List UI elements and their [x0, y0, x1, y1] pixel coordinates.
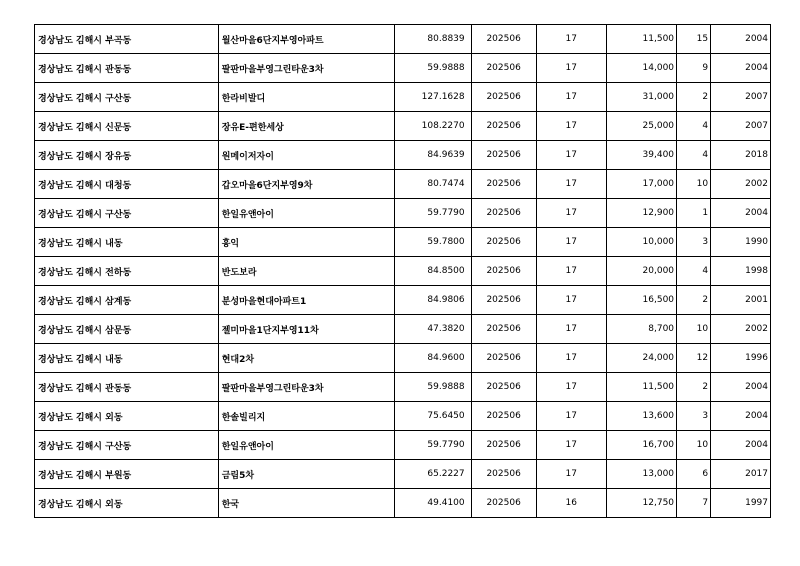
table-row [35, 460, 771, 489]
contract-day-cell[interactable]: 17 [536, 83, 606, 112]
area-cell[interactable]: 59.9888 [395, 373, 471, 402]
area-cell[interactable]: 108.2270 [395, 112, 471, 141]
floor-cell[interactable]: 10 [677, 170, 711, 199]
built-year-cell[interactable]: 2004 [711, 199, 771, 228]
address-cell[interactable]: 경상남도 김해시 관동동 [35, 54, 219, 83]
floor-cell[interactable]: 2 [677, 83, 711, 112]
contract-day-cell[interactable]: 16 [536, 489, 606, 518]
price-cell[interactable]: 25,000 [606, 112, 676, 141]
table-row [35, 141, 771, 170]
complex-name-cell[interactable]: 한일유앤아이 [218, 431, 395, 460]
floor-cell[interactable]: 4 [677, 141, 711, 170]
area-cell[interactable]: 84.9806 [395, 286, 471, 315]
complex-name-cell[interactable]: 장유E-편한세상 [218, 112, 395, 141]
table-body [35, 25, 771, 518]
address-cell[interactable]: 경상남도 김해시 전하동 [35, 257, 219, 286]
address-cell[interactable]: 경상남도 김해시 구산동 [35, 83, 219, 112]
price-cell[interactable]: 17,000 [606, 170, 676, 199]
area-cell[interactable]: 75.6450 [395, 402, 471, 431]
area-cell[interactable]: 49.4100 [395, 489, 471, 518]
floor-cell[interactable]: 12 [677, 344, 711, 373]
built-year-cell[interactable]: 2002 [711, 170, 771, 199]
contract-month-cell[interactable]: 202506 [471, 54, 536, 83]
built-year-cell[interactable]: 2004 [711, 431, 771, 460]
floor-cell[interactable]: 2 [677, 286, 711, 315]
spreadsheet-sheet [34, 24, 771, 518]
built-year-cell[interactable]: 1996 [711, 344, 771, 373]
floor-cell[interactable]: 2 [677, 373, 711, 402]
table-row [35, 402, 771, 431]
contract-month-cell[interactable]: 202506 [471, 228, 536, 257]
price-cell[interactable]: 16,700 [606, 431, 676, 460]
floor-cell[interactable]: 10 [677, 315, 711, 344]
floor-cell[interactable]: 10 [677, 431, 711, 460]
complex-name-cell[interactable]: 흥익 [218, 228, 395, 257]
complex-name-cell[interactable]: 한일유앤아이 [218, 199, 395, 228]
contract-day-cell[interactable]: 17 [536, 373, 606, 402]
area-cell[interactable]: 84.9639 [395, 141, 471, 170]
table-row [35, 199, 771, 228]
address-cell[interactable]: 경상남도 김해시 관동동 [35, 373, 219, 402]
built-year-cell[interactable]: 2017 [711, 460, 771, 489]
complex-name-cell[interactable]: 팔판마을부영그린타운3차 [218, 54, 395, 83]
built-year-cell[interactable]: 2004 [711, 373, 771, 402]
contract-month-cell[interactable]: 202506 [471, 431, 536, 460]
built-year-cell[interactable]: 2018 [711, 141, 771, 170]
contract-month-cell[interactable]: 202506 [471, 344, 536, 373]
area-cell[interactable]: 80.8839 [395, 25, 471, 54]
price-cell[interactable]: 20,000 [606, 257, 676, 286]
complex-name-cell[interactable]: 갑오마을6단지부영9차 [218, 170, 395, 199]
complex-name-cell[interactable]: 젤미마을1단지부영11차 [218, 315, 395, 344]
price-cell[interactable]: 24,000 [606, 344, 676, 373]
table-row [35, 170, 771, 199]
floor-cell[interactable]: 3 [677, 402, 711, 431]
contract-day-cell[interactable]: 17 [536, 315, 606, 344]
complex-name-cell[interactable]: 원메이저자이 [218, 141, 395, 170]
built-year-cell[interactable]: 2001 [711, 286, 771, 315]
built-year-cell[interactable]: 1990 [711, 228, 771, 257]
contract-month-cell[interactable]: 202506 [471, 112, 536, 141]
contract-day-cell[interactable]: 17 [536, 170, 606, 199]
price-cell[interactable]: 39,400 [606, 141, 676, 170]
table-row [35, 315, 771, 344]
contract-day-cell[interactable]: 17 [536, 25, 606, 54]
contract-month-cell[interactable]: 202506 [471, 170, 536, 199]
contract-month-cell[interactable]: 202506 [471, 373, 536, 402]
floor-cell[interactable]: 6 [677, 460, 711, 489]
area-cell[interactable]: 47.3820 [395, 315, 471, 344]
transactions-table [34, 24, 771, 518]
built-year-cell[interactable]: 2002 [711, 315, 771, 344]
table-row [35, 112, 771, 141]
floor-cell[interactable]: 1 [677, 199, 711, 228]
contract-day-cell[interactable]: 17 [536, 431, 606, 460]
floor-cell[interactable]: 4 [677, 112, 711, 141]
table-row [35, 83, 771, 112]
contract-day-cell[interactable]: 17 [536, 54, 606, 83]
floor-cell[interactable]: 9 [677, 54, 711, 83]
table-row [35, 228, 771, 257]
built-year-cell[interactable]: 2004 [711, 54, 771, 83]
contract-day-cell[interactable]: 17 [536, 344, 606, 373]
table-row [35, 344, 771, 373]
area-cell[interactable]: 80.7474 [395, 170, 471, 199]
price-cell[interactable]: 10,000 [606, 228, 676, 257]
price-cell[interactable]: 31,000 [606, 83, 676, 112]
price-cell[interactable]: 11,500 [606, 373, 676, 402]
table-row [35, 431, 771, 460]
area-cell[interactable]: 65.2227 [395, 460, 471, 489]
complex-name-cell[interactable]: 현대2차 [218, 344, 395, 373]
floor-cell[interactable]: 3 [677, 228, 711, 257]
area-cell[interactable]: 59.7790 [395, 431, 471, 460]
area-cell[interactable]: 59.7800 [395, 228, 471, 257]
address-cell[interactable]: 경상남도 김해시 대청동 [35, 170, 219, 199]
contract-month-cell[interactable]: 202506 [471, 257, 536, 286]
area-cell[interactable]: 127.1628 [395, 83, 471, 112]
table-row [35, 286, 771, 315]
floor-cell[interactable]: 7 [677, 489, 711, 518]
address-cell[interactable]: 경상남도 김해시 외동 [35, 402, 219, 431]
contract-month-cell[interactable]: 202506 [471, 489, 536, 518]
contract-day-cell[interactable]: 17 [536, 257, 606, 286]
contract-month-cell[interactable]: 202506 [471, 460, 536, 489]
floor-cell[interactable]: 4 [677, 257, 711, 286]
address-cell[interactable]: 경상남도 김해시 삼계동 [35, 286, 219, 315]
area-cell[interactable]: 84.8500 [395, 257, 471, 286]
address-cell[interactable]: 경상남도 김해시 신문동 [35, 112, 219, 141]
floor-cell[interactable]: 15 [677, 25, 711, 54]
complex-name-cell[interactable]: 월산마을6단지부영아파트 [218, 25, 395, 54]
built-year-cell[interactable]: 1998 [711, 257, 771, 286]
contract-month-cell[interactable]: 202506 [471, 141, 536, 170]
table-row [35, 54, 771, 83]
contract-month-cell[interactable]: 202506 [471, 25, 536, 54]
area-cell[interactable]: 84.9600 [395, 344, 471, 373]
built-year-cell[interactable]: 1997 [711, 489, 771, 518]
address-cell[interactable]: 경상남도 김해시 구산동 [35, 431, 219, 460]
table-row [35, 25, 771, 54]
contract-month-cell[interactable]: 202506 [471, 286, 536, 315]
price-cell[interactable]: 12,900 [606, 199, 676, 228]
contract-day-cell[interactable]: 17 [536, 460, 606, 489]
address-cell[interactable]: 경상남도 김해시 부원동 [35, 460, 219, 489]
complex-name-cell[interactable]: 반도보라 [218, 257, 395, 286]
complex-name-cell[interactable]: 한라비발디 [218, 83, 395, 112]
area-cell[interactable]: 59.9888 [395, 54, 471, 83]
contract-day-cell[interactable]: 17 [536, 141, 606, 170]
built-year-cell[interactable]: 2004 [711, 25, 771, 54]
built-year-cell[interactable]: 2004 [711, 402, 771, 431]
table-row [35, 489, 771, 518]
address-cell[interactable]: 경상남도 김해시 외동 [35, 489, 219, 518]
address-cell[interactable]: 경상남도 김해시 부곡동 [35, 25, 219, 54]
price-cell[interactable]: 13,000 [606, 460, 676, 489]
complex-name-cell[interactable]: 금림5차 [218, 460, 395, 489]
contract-day-cell[interactable]: 17 [536, 112, 606, 141]
address-cell[interactable]: 경상남도 김해시 구산동 [35, 199, 219, 228]
address-cell[interactable]: 경상남도 김해시 삼문동 [35, 315, 219, 344]
complex-name-cell[interactable]: 한국 [218, 489, 395, 518]
contract-day-cell[interactable]: 17 [536, 402, 606, 431]
contract-month-cell[interactable]: 202506 [471, 315, 536, 344]
price-cell[interactable]: 14,000 [606, 54, 676, 83]
price-cell[interactable]: 16,500 [606, 286, 676, 315]
built-year-cell[interactable]: 2007 [711, 83, 771, 112]
area-cell[interactable]: 59.7790 [395, 199, 471, 228]
contract-month-cell[interactable]: 202506 [471, 199, 536, 228]
price-cell[interactable]: 8,700 [606, 315, 676, 344]
contract-month-cell[interactable]: 202506 [471, 402, 536, 431]
contract-day-cell[interactable]: 17 [536, 199, 606, 228]
complex-name-cell[interactable]: 한솔빌리지 [218, 402, 395, 431]
address-cell[interactable]: 경상남도 김해시 장유동 [35, 141, 219, 170]
table-row [35, 373, 771, 402]
price-cell[interactable]: 11,500 [606, 25, 676, 54]
contract-day-cell[interactable]: 17 [536, 228, 606, 257]
contract-day-cell[interactable]: 17 [536, 286, 606, 315]
complex-name-cell[interactable]: 분성마을현대아파트1 [218, 286, 395, 315]
address-cell[interactable]: 경상남도 김해시 내동 [35, 344, 219, 373]
complex-name-cell[interactable]: 팔판마을부영그린타운3차 [218, 373, 395, 402]
built-year-cell[interactable]: 2007 [711, 112, 771, 141]
price-cell[interactable]: 13,600 [606, 402, 676, 431]
table-row [35, 257, 771, 286]
contract-month-cell[interactable]: 202506 [471, 83, 536, 112]
price-cell[interactable]: 12,750 [606, 489, 676, 518]
address-cell[interactable]: 경상남도 김해시 내동 [35, 228, 219, 257]
